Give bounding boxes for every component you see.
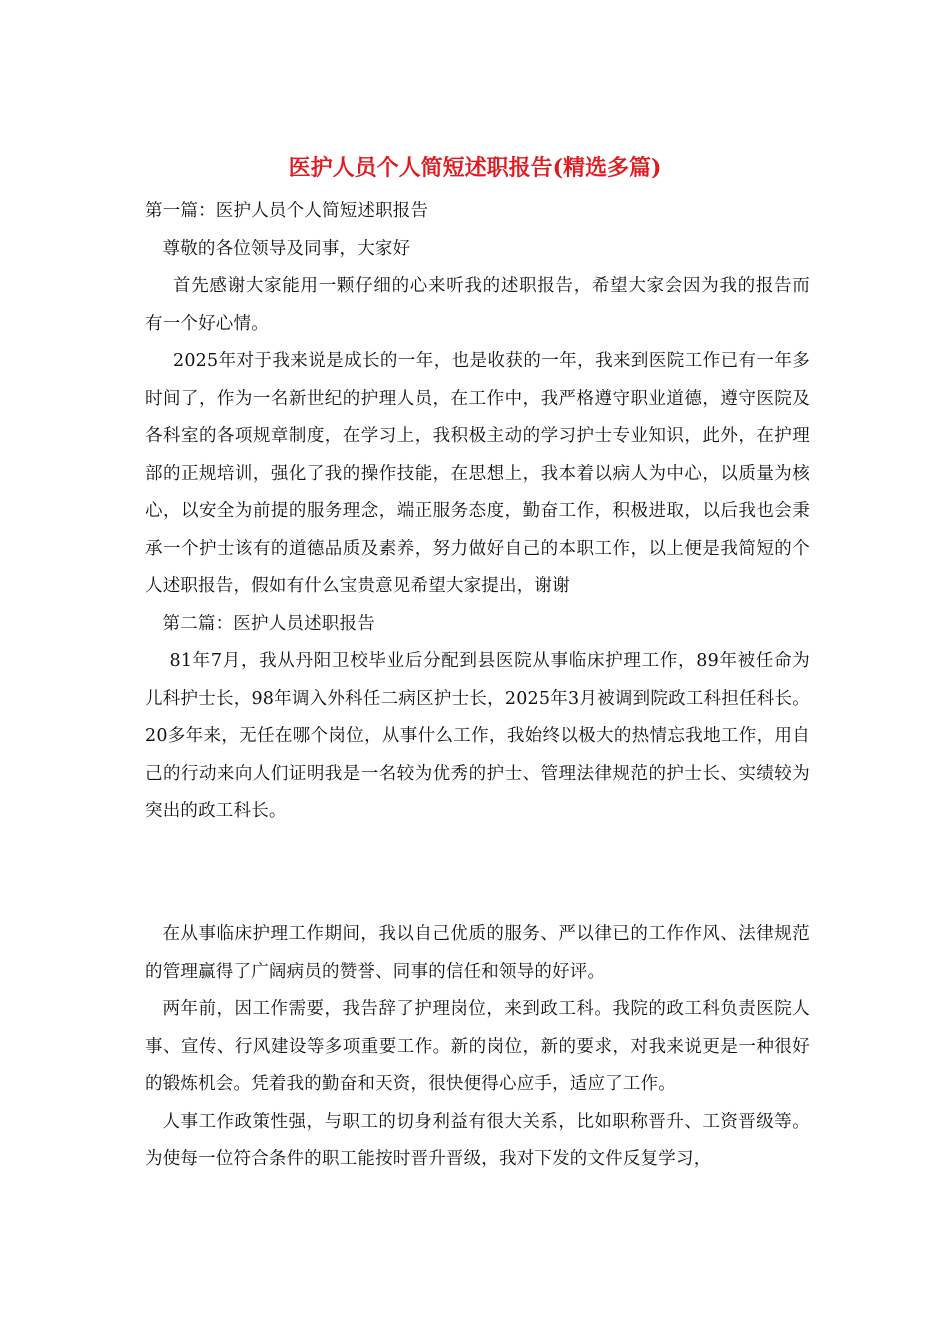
section2-intro-paragraph: 81年7月，我从丹阳卫校毕业后分配到县医院从事临床护理工作，89年被任命为儿科护士长，98年调入外科任二病区护士长，2025年3月被调到院政工科担任科长。20多年来，无任在哪个岗位，从事什么工作，我始终以极大的热情忘我地工作，用自己的行动来向人们证明我是一名较为优秀的护士、管理法律规范的护士长、实绩较为突出的政工科长。: [145, 651, 810, 821]
body-paragraph: 两年前，因工作需要，我告辞了护理岗位，来到政工科。我院的政工科负责医院人事、宣传、行风建设等多项重要工作。新的岗位，新的要求，对我来说更是一种很好的锻炼机会。凭着我的勤奋和天资，很快便得心应手，适应了工作。: [145, 999, 810, 1094]
document-body-part1: [145, 193, 810, 831]
greeting-line: 尊敬的各位领导及同事，大家好: [162, 238, 411, 259]
body-paragraph: 2025年对于我来说是成长的一年，也是收获的一年，我来到医院工作已有一年多时间了，作为一名新世纪的护理人员，在工作中，我严格遵守职业道德，遵守医院及各科室的各项规章制度，在学习上，我积极主动的学习护士专业知识，此外，在护理部的正规培训，强化了我的操作技能，在思想上，我本着以病人为中心，以质量为核心，以安全为前提的服务理念，端正服务态度，勤奋工作，积极进取，以后我也会秉承一个护士该有的道德品质及素养，努力做好自己的本职工作，以上便是我简短的个人述职报告，假如有什么宝贵意见希望大家提出，谢谢: [145, 351, 810, 596]
section2-heading: 第二篇：医护人员述职报告: [162, 613, 375, 634]
document-body-part2: [145, 916, 810, 1179]
body-paragraph: 人事工作政策性强，与职工的切身利益有很大关系，比如职称晋升、工资晋级等。为使每一位符合条件的职工能按时晋升晋级，我对下发的文件反复学习，: [145, 1111, 810, 1169]
document-title: 医护人员个人简短述职报告(精选多篇): [288, 155, 662, 181]
body-paragraph: 首先感谢大家能用一颗仔细的心来听我的述职报告，希望大家会因为我的报告而有一个好心情。: [145, 276, 810, 334]
section1-heading: 第一篇：医护人员个人简短述职报告: [145, 201, 429, 221]
body-paragraph: 在从事临床护理工作期间，我以自己优质的服务、严以律已的工作作风、法律规范的管理赢得了广阔病员的赞誉、同事的信任和领导的好评。: [145, 924, 810, 982]
